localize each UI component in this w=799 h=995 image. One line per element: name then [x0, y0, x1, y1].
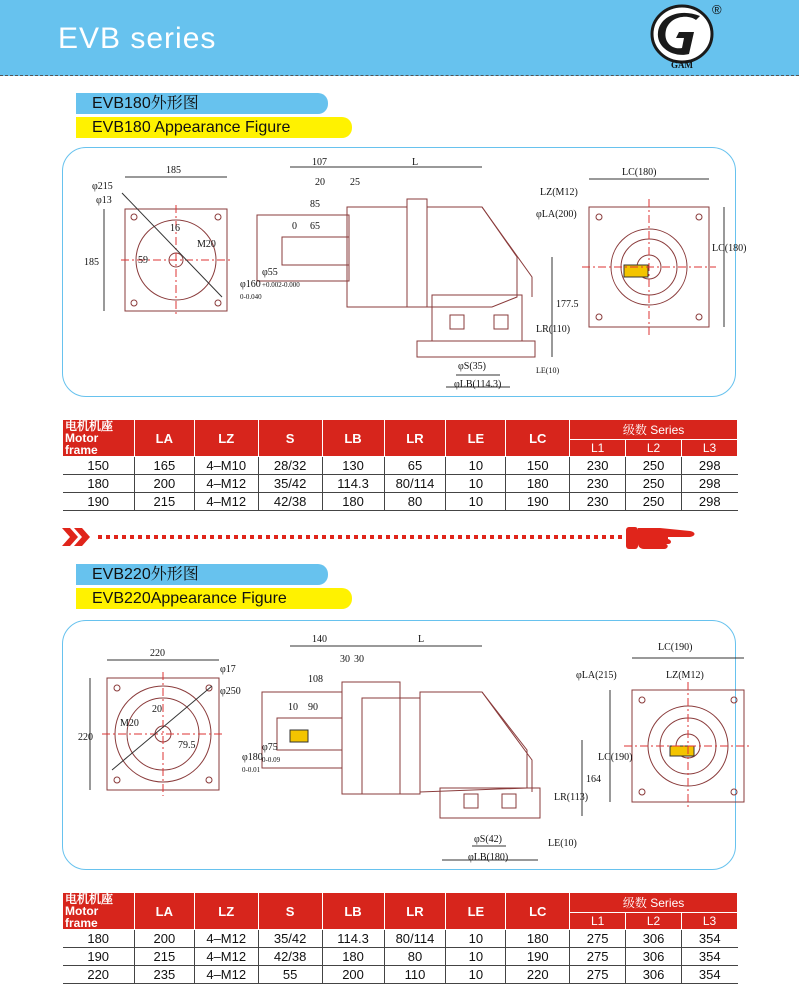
evb180-col-lc: LC [506, 420, 570, 457]
evb220-output-shaft [277, 718, 342, 750]
evb180-col-le: LE [446, 420, 506, 457]
evb220-dim-la: φLA(215) [576, 670, 617, 681]
evb180-dim-le: LE(10) [536, 366, 560, 375]
evb220-dim-30b: 30 [354, 654, 364, 665]
evb220-dim-220w: 220 [150, 648, 165, 659]
section-divider [60, 522, 700, 552]
evb180-dim-65: 65 [310, 221, 320, 232]
table-row: 220 235 4–M12 55 200 110 10 220 275 306 354 [63, 966, 738, 984]
evb180-dim-215: φ215 [92, 181, 113, 192]
evb220-dim-20: 20 [152, 704, 162, 715]
evb220-dim-79: 79.5 [178, 740, 196, 751]
table-row: 190 215 4–M12 42/38 180 80 10 190 275 306 354 [63, 948, 738, 966]
evb220-dim-phi75: φ75 [262, 742, 278, 753]
evb180-dim-13: φ13 [96, 195, 112, 206]
evb180-dim-lz: LZ(M12) [540, 187, 578, 198]
page-title: EVB series [58, 22, 217, 55]
evb180-dim-la: φLA(200) [536, 209, 577, 220]
evb180-dim-lc2: LC(180) [712, 243, 747, 254]
evb180-dim-phi160: φ160 [240, 279, 261, 290]
evb220-dim-164: 164 [586, 774, 601, 785]
table-row: 180 200 4–M12 35/42 114.3 80/114 10 180 275 306 354 [63, 930, 738, 948]
evb180-drawing [62, 147, 747, 397]
evb180-tol-phi160: 0-0.040 [240, 293, 262, 301]
evb180-dim-lr: LR(110) [536, 324, 571, 335]
evb180-dim-lb: φLB(114.3) [454, 379, 502, 390]
evb180-dim-59: 59 [138, 255, 148, 266]
evb220-col-lc: LC [506, 893, 570, 930]
evb220-col-la: LA [134, 893, 194, 930]
evb180-col-lb: LB [322, 420, 384, 457]
evb220-col-lr: LR [384, 893, 446, 930]
evb180-col-l1: L1 [570, 440, 626, 457]
registered-mark: ® [712, 2, 722, 17]
evb220-col-series: 级数 Series [570, 893, 738, 913]
evb180-right-angle-body [427, 207, 517, 307]
evb180-col-lz: LZ [194, 420, 258, 457]
evb180-dim-16: 16 [170, 223, 180, 234]
evb180-output-flange [417, 341, 535, 357]
evb180-dim-s: φS(35) [458, 361, 486, 372]
evb180-dim-177: 177.5 [556, 299, 579, 310]
evb220-tol-phi180: 0-0.01 [242, 766, 261, 774]
evb180-dim-185w: 185 [166, 165, 181, 176]
evb220-dim-lz: LZ(M12) [666, 670, 704, 681]
logo-text: GAM [671, 60, 693, 70]
gam-logo [648, 4, 716, 72]
section2-title-cn: EVB220外形图 [76, 564, 328, 585]
evb220-dim-30a: 30 [340, 654, 350, 665]
evb180-dim-20: 20 [315, 177, 325, 188]
evb220-spec-table [62, 892, 738, 984]
table-row: 180 200 4–M12 35/42 114.3 80/114 10 180 230 250 298 [63, 475, 738, 493]
evb180-dim-lc: LC(180) [622, 167, 657, 178]
evb180-dim-m20: M20 [197, 239, 216, 250]
evb220-dim-250: φ250 [220, 686, 241, 697]
evb220-dim-lc: LC(190) [658, 642, 693, 653]
evb180-dim-phi55: φ55 [262, 267, 278, 278]
evb180-dim-185h: 185 [84, 257, 99, 268]
evb180-col-s: S [258, 420, 322, 457]
evb180-dim-25: 25 [350, 177, 360, 188]
evb220-col-le: LE [446, 893, 506, 930]
evb180-output-shaft [282, 237, 349, 265]
evb220-dim-phi180: φ180 [242, 752, 263, 763]
evb220-dim-17: φ17 [220, 664, 236, 675]
table-row: 190 215 4–M12 42/38 180 80 10 190 230 250 298 [63, 493, 738, 511]
pointing-hand-icon [626, 527, 695, 549]
evb220-gear-housing [342, 682, 400, 794]
evb220-output-flange [440, 788, 540, 818]
evb180-col-series: 级数 Series [570, 420, 738, 440]
evb180-col-la: LA [134, 420, 194, 457]
evb220-drawing [62, 620, 736, 870]
evb220-dim-m20: M20 [120, 718, 139, 729]
table-row: 150 165 4–M10 28/32 130 65 10 150 230 250 298 [63, 457, 738, 475]
evb220-dim-lb: φLB(180) [468, 852, 509, 863]
evb220-col-l2: L2 [626, 913, 682, 930]
section1-title-cn: EVB180外形图 [76, 93, 328, 114]
evb220-col-lb: LB [322, 893, 384, 930]
evb220-col-l3: L3 [682, 913, 738, 930]
evb180-dim-107: 107 [312, 157, 327, 168]
evb220-dim-lc2: LC(190) [598, 752, 633, 763]
evb180-dim-85: 85 [310, 199, 320, 210]
evb180-col-l3: L3 [682, 440, 738, 457]
section2-title-en: EVB220Appearance Figure [76, 588, 352, 609]
section1-title-en: EVB180 Appearance Figure [76, 117, 352, 138]
evb180-gear-housing [347, 207, 407, 307]
evb220-dim-220h: 220 [78, 732, 93, 743]
evb220-col-motor-frame: 电机机座 Motor frame [63, 893, 135, 930]
header-divider [0, 75, 799, 76]
evb180-col-lr: LR [384, 420, 446, 457]
evb220-dim-140: 140 [312, 634, 327, 645]
evb220-dim-s: φS(42) [474, 834, 502, 845]
evb180-tol-phi55: +0.002-0.000 [262, 281, 300, 289]
evb220-dim-lr: LR(113) [554, 792, 589, 803]
evb220-col-s: S [258, 893, 322, 930]
evb220-dim-108: 108 [308, 674, 323, 685]
evb220-right-angle-body [420, 692, 527, 792]
evb220-dim-10: 10 [288, 702, 298, 713]
evb180-spec-table [62, 419, 738, 511]
evb220-col-lz: LZ [194, 893, 258, 930]
evb220-tol-phi75: 0-0.09 [262, 756, 281, 764]
evb220-col-l1: L1 [570, 913, 626, 930]
evb180-dim-L: L [412, 157, 419, 168]
evb180-dim-0: 0 [292, 221, 297, 232]
evb220-dim-90: 90 [308, 702, 318, 713]
evb220-dim-le: LE(10) [548, 838, 577, 849]
evb180-col-motor-frame: 电机机座 Motor frame [63, 420, 135, 457]
evb220-dim-L: L [418, 634, 425, 645]
chevron-arrows-icon [62, 528, 90, 546]
evb180-col-l2: L2 [626, 440, 682, 457]
